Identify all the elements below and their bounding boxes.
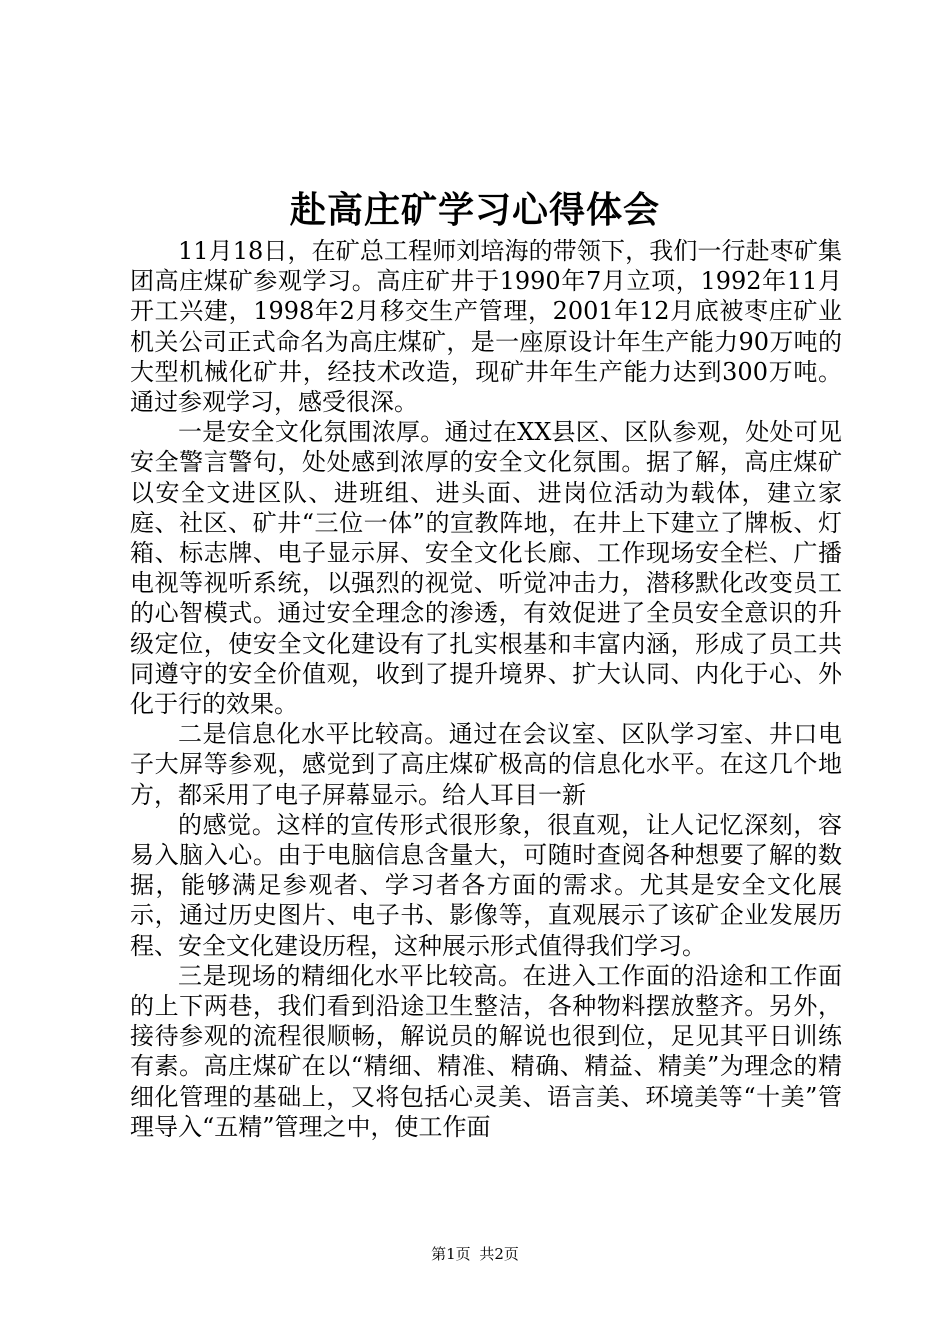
paragraph-safety-culture: 一是安全文化氛围浓厚。通过在XX县区、区队参观，处处可见安全警言警句，处处感到浓厚的安全文化氛围。据了解，高庄煤矿以安全文进区队、进班组、进头面、进岗位活动为载体，建立家庭、社区、矿井“三位一体”的宣教阵地，在井上下建立了牌板、灯箱、标志牌、电子显示屏、安全文化长廊、工作现场安全栏、广播电视等视听系统，以强烈的视觉、听觉冲击力，潜移默化改变员工的心智模式。通过安全理念的渗透，有效促进了全员安全意识的升级定位，使安全文化建设有了扎实根基和丰富内涵，形成了员工共同遵守的安全价值观，收到了提升境界、扩大认同、内化于心、外化于行的效果。	[130, 418, 842, 719]
paragraph-refinement: 三是现场的精细化水平比较高。在进入工作面的沿途和工作面的上下两巷，我们看到沿途卫生整洁，各种物料摆放整齐。另外，接待参观的流程很顺畅，解说员的解说也很到位，足见其平日训练有素。高庄煤矿在以“精细、精准、精确、精益、精美”为理念的精细化管理的基础上，又将包括心灵美、语言美、环境美等“十美”管理导入“五精”管理之中，使工作面	[130, 961, 842, 1141]
document-title: 赴高庄矿学习心得体会	[289, 189, 660, 231]
paragraph-informatization-continued: 的感觉。这样的宣传形式很形象，很直观，让人记忆深刻，容易入脑入心。由于电脑信息含量大，可随时查阅各种想要了解的数据，能够满足参观者、学习者各方面的需求。尤其是安全文化展示，通过历史图片、电子书、影像等，直观展示了该矿企业发展历程、安全文化建设历程，这种展示形式值得我们学习。	[130, 810, 842, 960]
document-body	[130, 236, 842, 1142]
page-number: 第1页	[431, 1245, 471, 1263]
paragraph-intro: 11月18日，在矿总工程师刘培海的带领下，我们一行赴枣矿集团高庄煤矿参观学习。高庄矿井于1990年7月立项，1992年11月开工兴建，1998年2月移交生产管理，2001年12月底被枣庄矿业机关公司正式命名为高庄煤矿，是一座原设计年生产能力90万吨的大型机械化矿井，经技术改造，现矿井年生产能力达到300万吨。通过参观学习，感受很深。	[130, 237, 842, 417]
page-total: 共2页	[479, 1245, 519, 1263]
page-footer	[0, 1244, 950, 1264]
paragraph-informatization: 二是信息化水平比较高。通过在会议室、区队学习室、井口电子大屏等参观，感觉到了高庄煤矿极高的信息化水平。在这几个地方，都采用了电子屏幕显示。给人耳目一新	[130, 720, 842, 809]
